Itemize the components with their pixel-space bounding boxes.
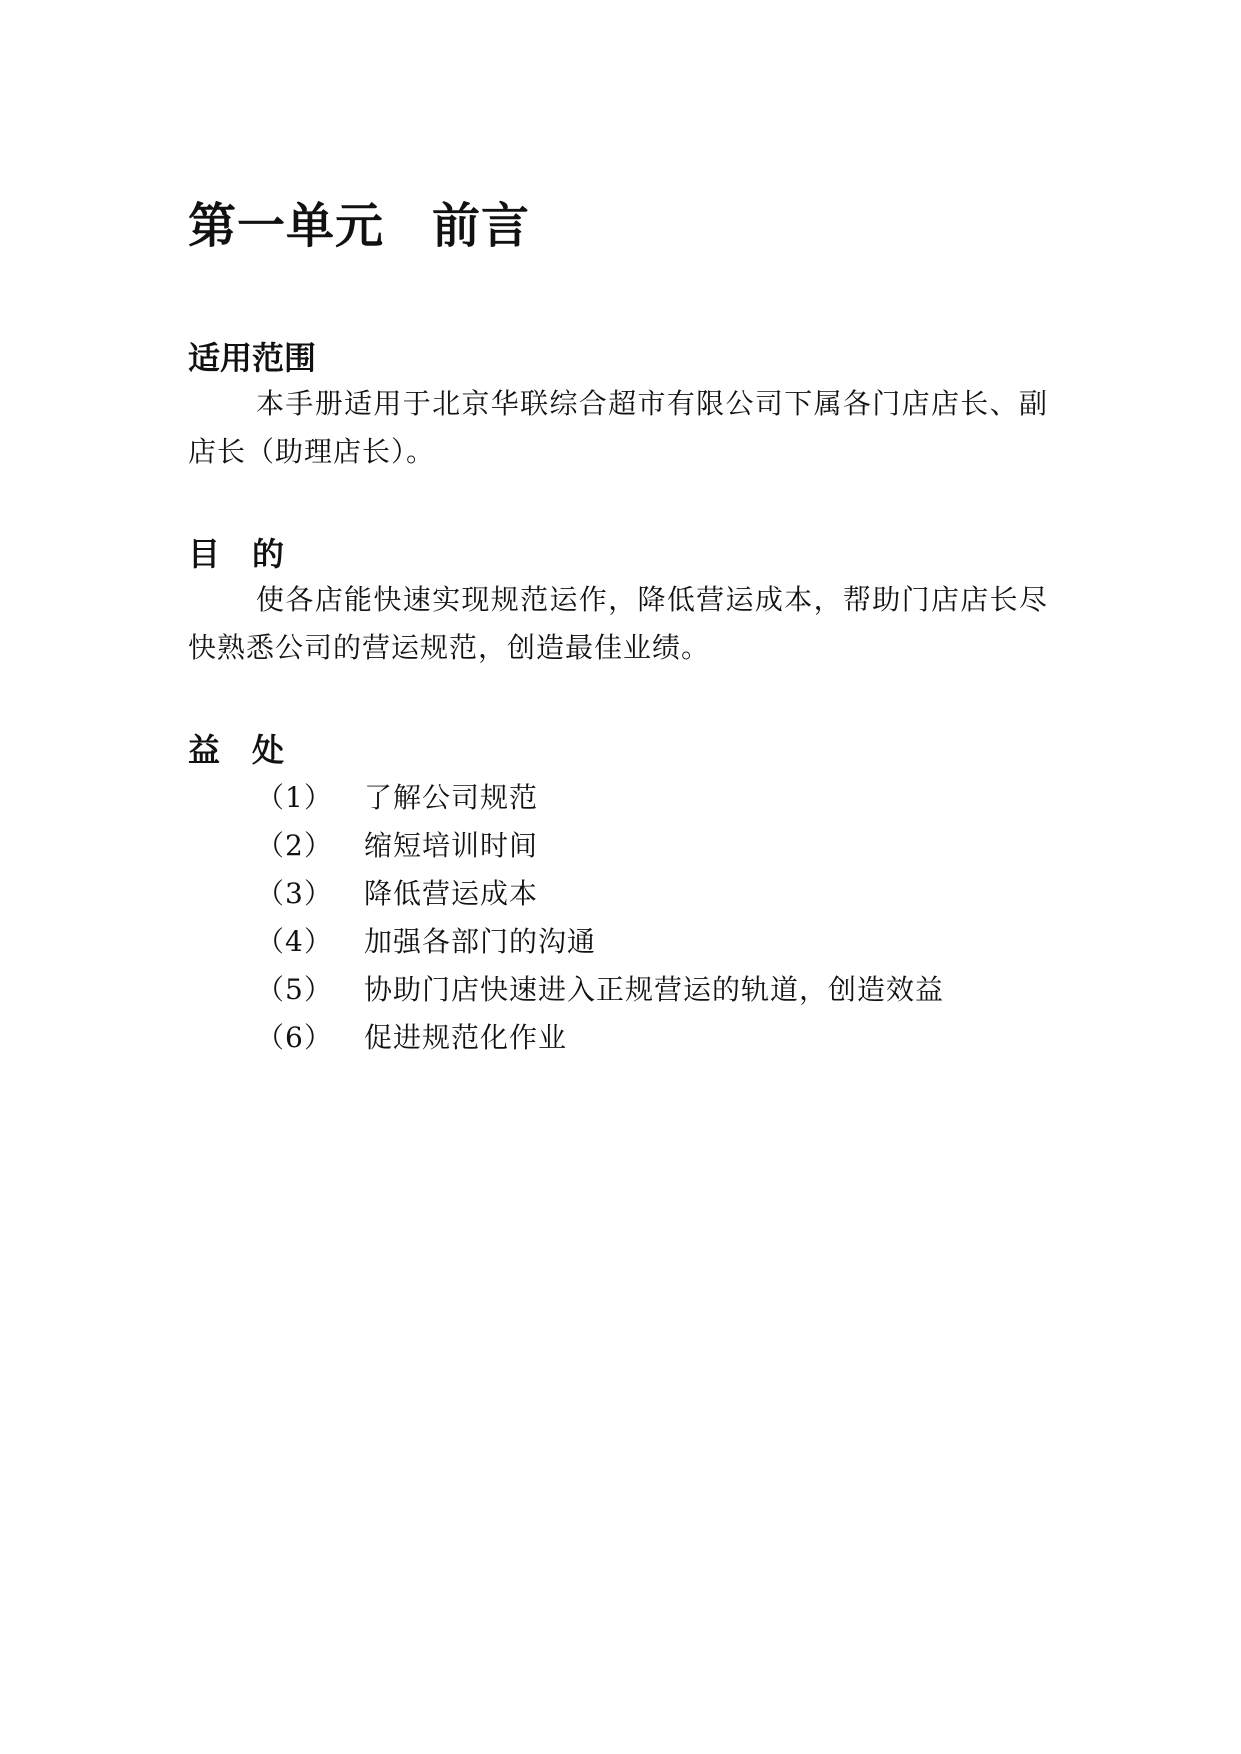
list-item-text: 缩短培训时间 <box>364 829 539 862</box>
list-item <box>188 918 1048 966</box>
list-item-number: （3） <box>256 877 333 910</box>
chapter-title <box>188 196 530 256</box>
list-item <box>188 1014 1048 1062</box>
heading-char: 的 <box>252 535 285 573</box>
section-benefits <box>188 728 1048 1062</box>
section-heading-purpose <box>188 532 1048 576</box>
chapter-name: 前言 <box>432 198 531 254</box>
chapter-number: 第一单元 <box>188 198 385 254</box>
paragraph-purpose: 使各店能快速实现规范运作，降低营运成本，帮助门店店长尽快熟悉公司的营运规范，创造最佳业绩。 <box>188 583 1048 664</box>
heading-char: 目 <box>188 535 221 573</box>
list-item <box>188 966 1048 1014</box>
section-heading-benefits <box>188 728 1048 772</box>
list-item-number: （2） <box>256 829 333 862</box>
paragraph-scope: 本手册适用于北京华联综合超市有限公司下属各门店店长、副店长（助理店长）。 <box>188 387 1048 468</box>
list-item-text: 降低营运成本 <box>364 877 539 910</box>
list-item <box>188 822 1048 870</box>
section-purpose <box>188 532 1048 672</box>
list-item <box>188 774 1048 822</box>
benefits-list <box>188 774 1048 1062</box>
section-heading-scope: 适用范围 <box>188 339 317 377</box>
list-item-number: （5） <box>256 973 333 1006</box>
list-item-text: 加强各部门的沟通 <box>364 925 597 958</box>
list-item-number: （4） <box>256 925 333 958</box>
heading-char: 益 <box>188 731 221 769</box>
list-item-text: 了解公司规范 <box>364 781 539 814</box>
section-scope <box>188 336 1048 476</box>
list-item <box>188 870 1048 918</box>
list-item-number: （6） <box>256 1021 333 1054</box>
heading-char: 处 <box>252 731 285 769</box>
list-item-number: （1） <box>256 781 333 814</box>
list-item-text: 协助门店快速进入正规营运的轨道，创造效益 <box>364 973 945 1006</box>
list-item-text: 促进规范化作业 <box>364 1021 568 1054</box>
